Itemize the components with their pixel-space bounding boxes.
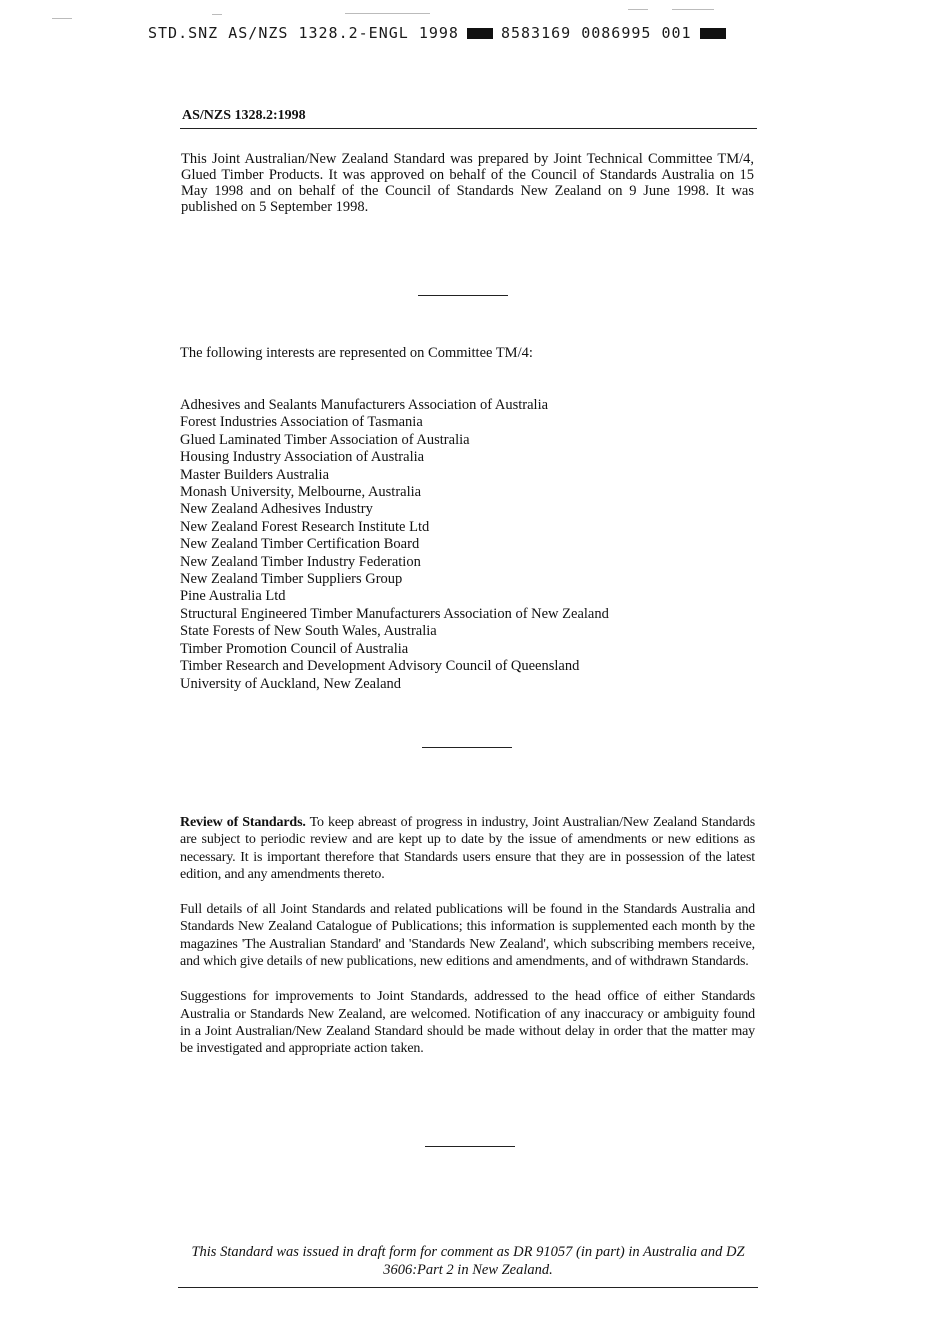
standard-number: AS/NZS 1328.2:1998 xyxy=(182,108,306,123)
committee-organizations-list xyxy=(180,397,609,693)
section-divider xyxy=(422,747,512,748)
control-code-text: STD.SNZ AS/NZS 1328.2-ENGL 1998 xyxy=(148,24,459,42)
list-item: New Zealand Forest Research Institute Ltd xyxy=(180,518,430,535)
redaction-block xyxy=(467,28,493,39)
list-item: Adhesives and Sealants Manufacturers Association of Australia xyxy=(180,397,549,413)
review-heading: Review of Standards. xyxy=(180,815,306,830)
review-section xyxy=(180,814,755,1076)
redaction-block xyxy=(700,28,726,39)
scan-speck xyxy=(672,9,714,10)
scan-speck xyxy=(628,9,648,10)
scan-speck xyxy=(345,13,430,14)
list-item: Structural Engineered Timber Manufacturers Association of New Zealand xyxy=(180,605,609,622)
list-item: Forest Industries Association of Tasmania xyxy=(180,414,423,431)
publications-paragraph: Full details of all Joint Standards and related publications will be found in the Standards Australia and Standards New Zealand Catalogue of Publications; this information is supplemented each month by the magazines 'The Australian Standard' and 'Standards New Zealand', which subscribing members receive, and which give details of new publications, new editions and amendments, and of withdrawn Standards. xyxy=(180,902,755,970)
list-item: New Zealand Timber Certification Board xyxy=(180,536,420,553)
list-item: Pine Australia Ltd xyxy=(180,588,286,605)
list-item: State Forests of New South Wales, Australia xyxy=(180,623,437,640)
list-item: Timber Promotion Council of Australia xyxy=(180,640,409,657)
scan-speck xyxy=(212,14,222,15)
header-divider xyxy=(180,128,757,129)
review-text: To keep abreast of progress in industry, Joint Australian/New Zealand Standards are subject to periodic review and are kept up to date by the issue of amendments or new editions as necessary. It is important therefore that Standards users ensure that they are in possession of the latest edition, and any amendments thereto. xyxy=(180,815,755,882)
section-divider xyxy=(425,1146,515,1147)
list-item: Glued Laminated Timber Association of Australia xyxy=(180,431,470,448)
list-item: New Zealand Adhesives Industry xyxy=(180,501,373,518)
intro-paragraph: This Joint Australian/New Zealand Standard was prepared by Joint Technical Committee TM/4, Glued Timber Products. It was approved on behalf of the Council of Standards Australia on 15 May 1998 and on behalf of the Council of Standards New Zealand on 9 June 1998. It was published on 5 September 1998. xyxy=(181,151,754,215)
list-item: University of Auckland, New Zealand xyxy=(180,675,402,692)
list-item: Master Builders Australia xyxy=(180,466,330,483)
control-code-number: 8583169 0086995 001 xyxy=(500,24,692,42)
list-item: New Zealand Timber Suppliers Group xyxy=(180,571,403,588)
list-item: Monash University, Melbourne, Australia xyxy=(180,484,422,501)
section-divider xyxy=(418,295,508,296)
list-item: Timber Research and Development Advisory Council of Queensland xyxy=(180,658,580,675)
interests-intro: The following interests are represented on Committee TM/4: xyxy=(180,345,533,361)
footer-divider xyxy=(178,1287,758,1288)
draft-note: This Standard was issued in draft form for comment as DR 91057 (in part) in Australia and DZ 3606:Part 2 in New Zealand. xyxy=(191,1244,745,1278)
document-control-code xyxy=(148,24,734,42)
scan-speck xyxy=(52,18,72,19)
suggestions-paragraph: Suggestions for improvements to Joint Standards, addressed to the head office of either Standards Australia or Standards New Zealand, are welcomed. Notification of any inaccuracy or ambiguity found in a Joint Australian/New Zealand Standard should be made without delay in order that the matter may be investigated and appropriate action taken. xyxy=(180,989,755,1057)
list-item: Housing Industry Association of Australia xyxy=(180,449,425,466)
list-item: New Zealand Timber Industry Federation xyxy=(180,553,421,570)
review-paragraph xyxy=(180,814,755,883)
